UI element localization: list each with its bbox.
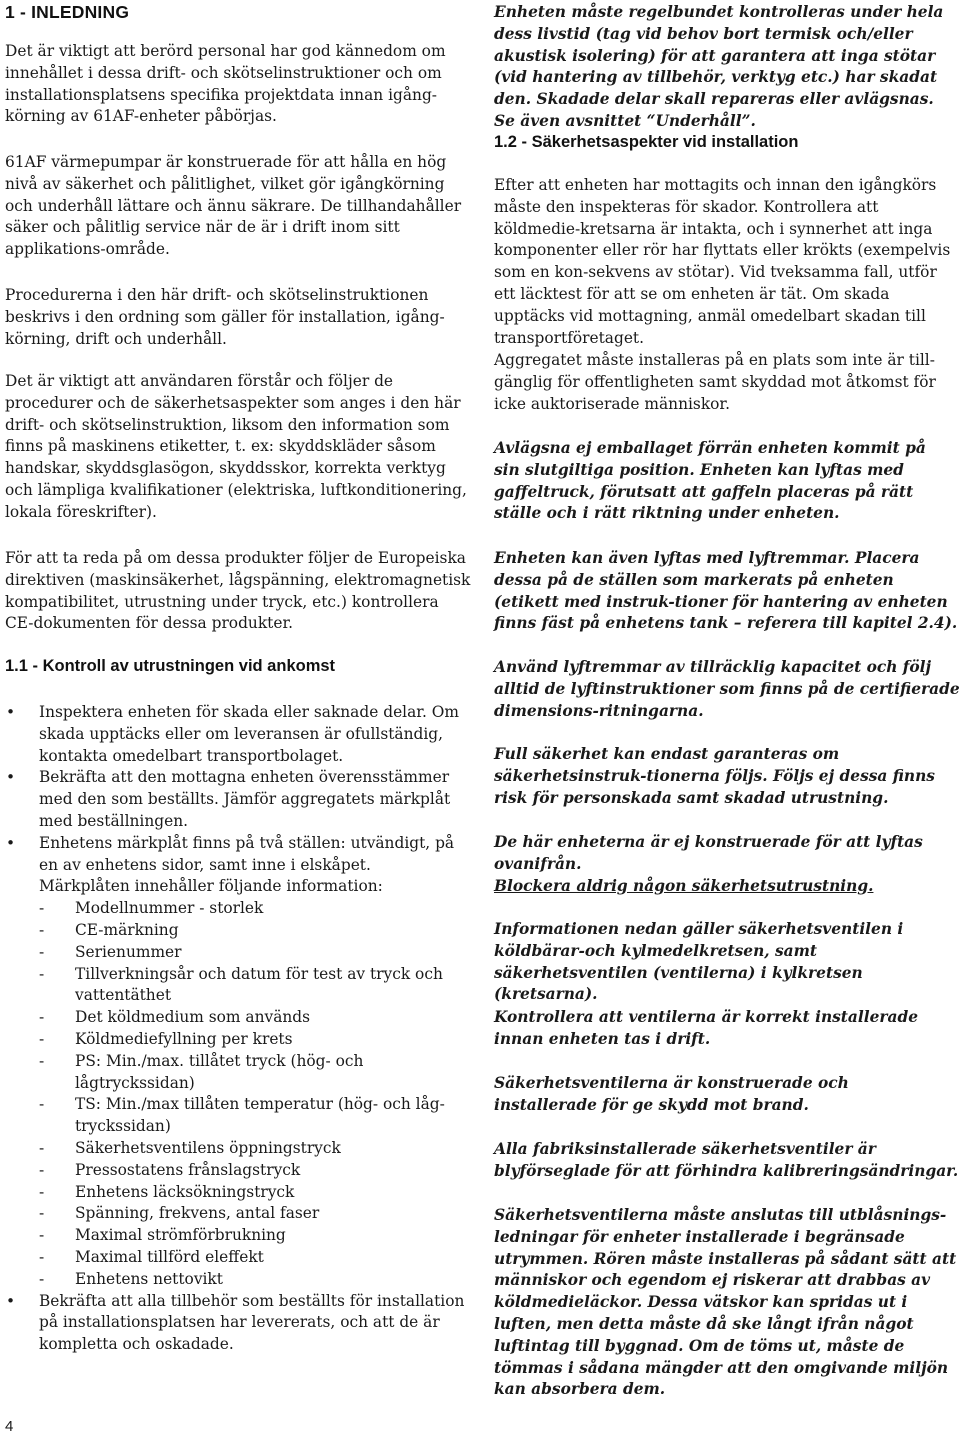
list-item: - Modellnummer - storlek (39, 899, 264, 918)
paragraph-discharge-lines: Säkerhetsventilerna måste anslutas till utblåsnings-ledningar för enheter installerade i begränsade utrymmen. Rören måste installeras på sådant sätt att människor och egendom ej riskerar att drabbas av köldmedieläckor. Dessa vätskor kan spridas ut i luften, men detta måste då ske långt ifrån något luftintag till byggnad. Om de töms ut, måste de tömmas i sådana mängder att den omgivande miljön kan absorbera dem. (494, 1206, 957, 1399)
paragraph-packaging-lifting: Avlägsna ej emballaget förrän enheten kommit på sin slutgiltiga position. Enheten kan lyftas med gaffeltruck, förutsatt att gaffeln placeras på rätt ställe och i rätt riktning under enheten. (494, 439, 926, 523)
list-item: - Pressostatens frånslagstryck (39, 1160, 301, 1179)
page-number: 4 (5, 1418, 14, 1435)
list-item: • Enhetens märkplåt finns på två ställen: utvändigt, på en av enhetens sidor, samt inne i elskåpet. Märkplåten innehåller följande information: - Modellnummer - storlek - CE-märkning - Serienummer - Tillverkningsår och datum för test av tryck och vattentäthet - Det köldmedium som används - Köldmediefyllning per krets - PS: Min./max. tillåtet tryck (hög- och lågtryckssidan) - TS: Min./max tillåten temperatur (hög- och låg-tryckssidan) - Säkerhetsventilens öppningstryck - Pressostatens frånslagstryck - Enhetens läcksökningstryck - Spänning, frekvens, antal faser - Maximal strömförbrukning - Maximal tillförd eleffekt - Enhetens nettovikt (5, 833, 471, 1291)
paragraph-safety-valve-info: Informationen nedan gäller säkerhetsventilen i köldbärar-och kylmedelkretsen, samt säkerhetsventilen (ventilerna) i kylkretsen (kretsarna). (494, 920, 904, 1004)
list-item: - CE-märkning (39, 920, 179, 939)
paragraph-eu-directives: För att ta reda på om dessa produkter följer de Europeiska direktiven (maskinsäkerhet, lågspänning, elektromagnetisk kompatibilitet, utrustning under tryck, etc.) kontrollera CE-dokumenten för dessa produkter. (5, 549, 471, 633)
bullet-icon: • (6, 1291, 16, 1310)
list-item: - Serienummer (39, 942, 182, 961)
list-item: - Tillverkningsår och datum för test av tryck och vattentäthet (39, 964, 443, 1005)
list-item: - Köldmediefyllning per krets (39, 1029, 293, 1048)
bullet-icon: • (6, 768, 16, 787)
list-item: - Det köldmedium som används (39, 1008, 311, 1027)
paragraph-strap-capacity: Använd lyftremmar av tillräcklig kapacitet och följ alltid de lyftinstruktioner som finns på de certifierade dimensions-ritningarna. (494, 658, 960, 720)
bullet-icon: • (6, 833, 16, 852)
list-item: • Inspektera enheten för skada eller saknade delar. Om skada upptäcks eller om leveransen är ofullständig, kontakta omedelbart transportbolaget. (6, 703, 459, 765)
inspection-bullet-list (5, 702, 471, 1356)
paragraph-lifting-straps: Enheten kan även lyftas med lyftremmar. Placera dessa på de ställen som markerats på enheten (etikett med instruk-tioner för hantering av enheten finns fäst på enhetens tank – referera till kapitel 2.4). (494, 549, 958, 633)
list-item: - Maximal tillförd eleffekt (39, 1247, 264, 1266)
subsection-heading-1-1: 1.1 - Kontroll av utrustningen vid ankomst (5, 657, 336, 675)
paragraph-fire-protection: Säkerhetsventilerna är konstruerade och installerade för ge skydd mot brand. (494, 1074, 849, 1114)
section-heading-inledning: 1 - INLEDNING (5, 2, 130, 22)
paragraph-lead-sealed: Alla fabriksinstallerade säkerhetsventiler är blyförseglade för att förhindra kalibreringsändringar. (494, 1140, 959, 1180)
paragraph-procedures: Procedurerna i den här drift- och skötselinstruktionen beskrivs i den ordning som gäller för installation, igång-körning, drift och underhåll. (5, 286, 445, 348)
paragraph-installation-site: Aggregatet måste installeras på en plats som inte är till-gänglig för offentligheten samt skyddad mot åtkomst för icke auktoriserade människor. (494, 351, 936, 413)
paragraph-61af-safety: 61AF värmepumpar är konstruerade för att hålla en hög nivå av säkerhet och pålitlighet, vilket gör igångkörning och underhåll lättare och ännu säkrare. De tillhandahåller säker och pålitlig service när de är i drift inom sitt applikations-område. (5, 153, 462, 259)
paragraph-no-lift-from-above: De här enheterna är ej konstruerade för att lyftas ovanifrån. (494, 833, 923, 873)
list-item: - Enhetens nettovikt (39, 1269, 223, 1288)
subsection-heading-1-2: 1.2 - Säkerhetsaspekter vid installation (494, 133, 799, 151)
paragraph-receipt-inspection: Efter att enheten har mottagits och innan den igångkörs måste den inspekteras för skador. Kontrollera att köldmedie-kretsarna är intakta, och i synnerhet att inga komponenter eller rör har flyttats eller krökts (exempelvis som en kon-sekvens av stötar). Vid tveksamma fall, utför ett läcktest för att se om enheten är tät. Om skada upptäcks vid mottagning, anmäl omedelbart skadan till transportföretaget. (494, 176, 951, 347)
list-item: - Maximal strömförbrukning (39, 1226, 286, 1245)
paragraph-never-block-safety: Blockera aldrig någon säkerhetsutrustning. (494, 877, 874, 895)
paragraph-full-safety: Full säkerhet kan endast garanteras om säkerhetsinstruk-tionerna följs. Följs ej dessa finns risk för personskada samt skadad utrustning. (494, 745, 935, 807)
list-item: - PS: Min./max. tillåtet tryck (hög- och lågtryckssidan) (39, 1051, 364, 1092)
nameplate-intro: Märkplåten innehåller följande information: (39, 877, 383, 896)
paragraph-regular-inspection: Enheten måste regelbundet kontrolleras under hela dess livstid (tag vid behov bort termisk och/eller akustisk isolering) för att garantera att inga stötar (vid hantering av tillbehör, verktyg etc.) har skadat den. Skadade delar skall repareras eller avlägsnas. Se även avsnittet “Underhåll”. (494, 3, 944, 130)
list-item: • Bekräfta att den mottagna enheten överensstämmer med den som beställts. Jämför aggregatets märkplåt med beställningen. (6, 768, 451, 830)
list-item: - Enhetens läcksökningstryck (39, 1182, 295, 1201)
paragraph-user-responsibility: Det är viktigt att användaren förstår och följer de procedurer och de säkerhetsaspekter som anges i den här drift- och skötselinstruktion, liksom den information som finns på maskinens etiketter, t. ex: skyddskläder såsom handskar, skyddsglasögon, skyddsskor, korrekta verktyg och lämpliga kvalifikationer (elektriska, luftkonditionering, lokala föreskrifter). (5, 372, 467, 521)
bullet-icon: • (6, 703, 16, 721)
list-item: • Bekräfta att alla tillbehör som beställts för installation på installationsplatsen har levererats, och att de är kompletta och oskadade. (6, 1291, 465, 1354)
list-item: - TS: Min./max tillåten temperatur (hög- och låg-tryckssidan) (39, 1095, 445, 1136)
list-item: - Säkerhetsventilens öppningstryck (39, 1138, 341, 1157)
paragraph-check-valves: Kontrollera att ventilerna är korrekt installerade innan enheten tas i drift. (494, 1008, 919, 1048)
list-item: - Spänning, frekvens, antal faser (39, 1204, 320, 1223)
paragraph-intro: Det är viktigt att berörd personal har god kännedom om innehållet i dessa drift- och skötselinstruktioner och om installationsplatsens specifika projektdata innan igång-körning av 61AF-enheter påbörjas. (5, 42, 446, 126)
nameplate-info-list (39, 898, 471, 1290)
